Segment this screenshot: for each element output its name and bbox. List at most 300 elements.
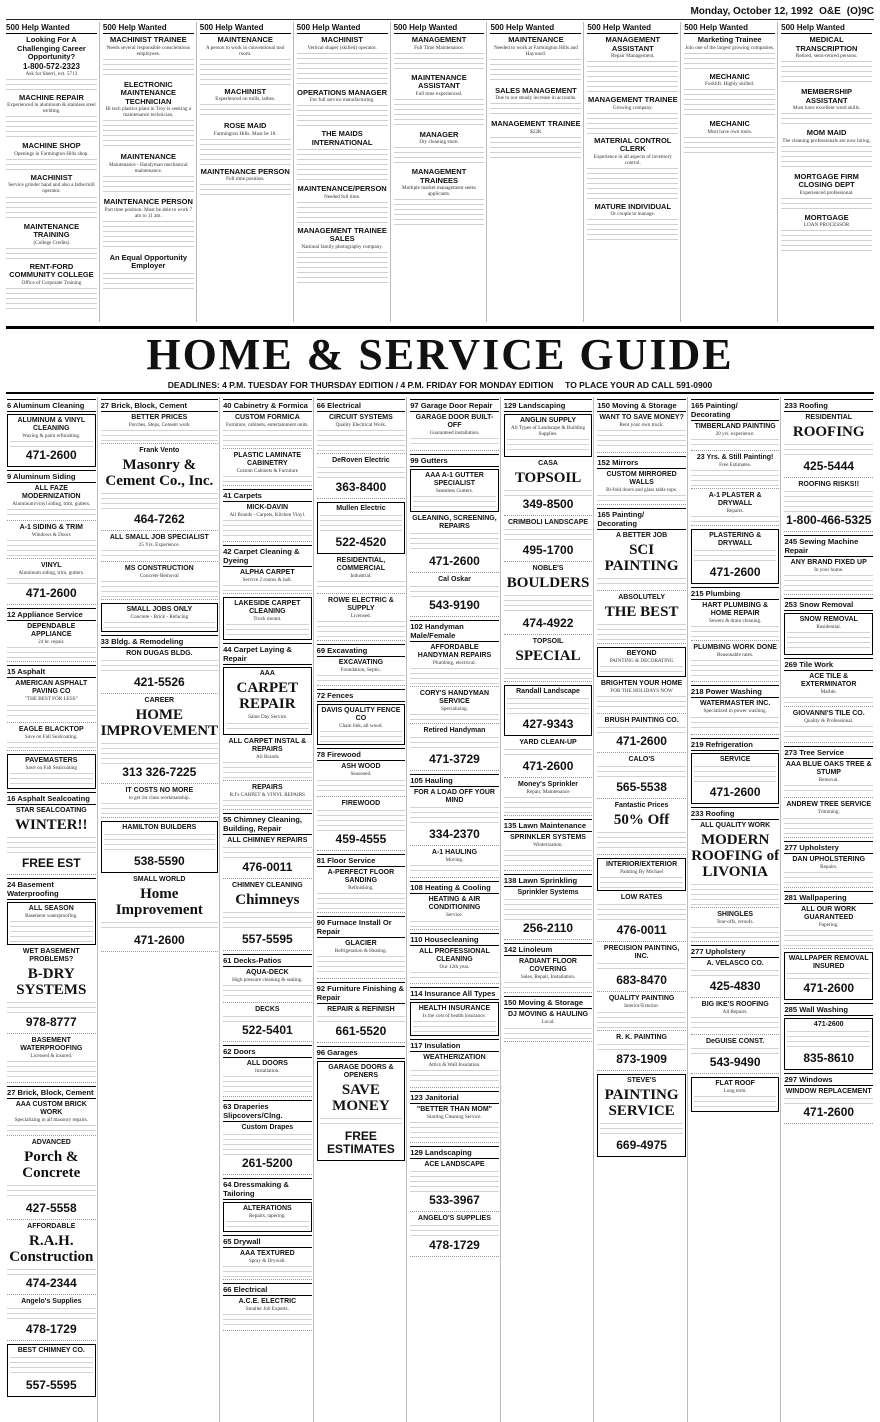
service-ad [784, 673, 873, 707]
service-ad [597, 995, 686, 1030]
service-ad-fine-print [410, 584, 499, 597]
service-ad-text: Basement waterproofing. [25, 912, 78, 919]
ad-fine-print [490, 101, 581, 117]
service-ad-fine-print [223, 474, 312, 483]
service-ad [691, 960, 780, 998]
service-ad-fine-print [317, 778, 406, 794]
service-ad-fine-print [10, 439, 93, 447]
service-ad-phone: 474-2344 [25, 1276, 77, 1291]
service-ad-fine-print [223, 1014, 312, 1022]
ad-fine-print [103, 271, 194, 292]
service-ad-text: Guaranteed installation. [429, 430, 480, 436]
service-ad-text: Truck mount. [253, 616, 282, 623]
service-ad-text: Specializing. [440, 706, 468, 713]
service-ad-fine-print [597, 694, 686, 711]
service-ad [410, 469, 499, 512]
ad-title: MOM MAID [806, 128, 847, 138]
service-ad-name: CUSTOM FORMICA [234, 414, 300, 421]
service-ad-fine-print [7, 1059, 96, 1080]
service-ad-name: IT COSTS NO MORE [125, 787, 194, 795]
service-ad-name: ROOFING RISKS!! [798, 481, 860, 488]
service-ad-text: R.J's CARPET & VINYL REPAIRS [229, 791, 306, 798]
service-ad [101, 565, 219, 600]
service-ad [410, 1215, 499, 1257]
ad-fine-print [200, 137, 291, 165]
service-ad [223, 1298, 312, 1331]
ad-title: MACHINIST [224, 86, 267, 96]
service-ad [597, 532, 686, 591]
service-ad [410, 849, 499, 878]
service-ad-name: FLAT ROOF [715, 1079, 755, 1087]
service-category-heading: 245 Sewing Machine Repair [784, 535, 873, 557]
ad-fine-print [394, 97, 485, 128]
column-heading: 500 Help Wanted [781, 22, 872, 34]
column-heading: 500 Help Wanted [200, 22, 291, 34]
service-ad-name: DeRoven Electric [332, 457, 390, 465]
classified-ad [684, 120, 775, 154]
service-category-heading: 40 Cabinetry & Formica [223, 399, 312, 412]
masthead-date: Monday, October 12, 1992 [690, 6, 814, 17]
service-ad-name: RADIANT FLOOR COVERING [519, 958, 577, 974]
service-category-heading: 273 Tree Service [784, 746, 873, 759]
service-ad [691, 644, 780, 682]
classified-ad [297, 130, 388, 182]
ad-fine-print [781, 196, 872, 211]
service-ad [504, 638, 593, 682]
service-ad-phone: 471-2600 [133, 933, 185, 948]
service-ad-fine-print [784, 695, 873, 704]
service-category-heading: 277 Upholstery [784, 841, 873, 854]
ad-fine-print [587, 166, 678, 200]
ad-text: Maintenance - Handyman mechanical maintenance. [108, 161, 188, 174]
service-ad-name: YARD CLEAN-UP [519, 739, 577, 747]
service-ad [691, 822, 780, 908]
service-ad-text: Custom Cabinets & Furniture [236, 468, 299, 475]
service-category-heading: 65 Drywall [223, 1235, 312, 1248]
service-ad-name: QUALITY PAINTING [608, 995, 675, 1003]
column-heading: 500 Help Wanted [394, 22, 485, 34]
classified-ad [103, 254, 194, 292]
service-ad-name: STAR SEALCOATING [15, 806, 87, 814]
service-ad [317, 659, 406, 686]
ad-title: ELECTRONIC MAINTENANCE TECHNICIAN [120, 79, 177, 106]
service-ad-name: Cal Oskar [438, 576, 471, 584]
service-ad-fine-print [694, 764, 777, 784]
service-ad-fine-print [101, 548, 219, 559]
service-ad-fine-print [317, 428, 406, 451]
ad-fine-print [6, 246, 97, 260]
classified-ad [103, 198, 194, 251]
service-ad-name: SMALL WORLD [133, 876, 186, 884]
service-ad-fine-print [410, 970, 499, 981]
service-ad-name: BIG IKE'S ROOFING [701, 1000, 769, 1008]
service-ad-fine-print [10, 919, 93, 942]
service-ad-name: BASEMENT WATERPROOFING [20, 1036, 83, 1052]
service-category-heading: 108 Heating & Cooling [410, 881, 499, 894]
service-ad-name: NOBLE'S [532, 565, 564, 573]
service-ad [504, 685, 593, 736]
service-column [690, 397, 782, 1422]
ad-fine-print [490, 135, 581, 162]
service-ad-fine-print [691, 925, 780, 939]
service-ad-fine-print [7, 576, 96, 585]
service-ad [223, 1250, 312, 1280]
service-ad-text: All Types of Landscape & Building Supplies. [511, 425, 586, 438]
service-ad-phone: 495-1700 [522, 543, 574, 558]
classified-ad [297, 227, 388, 285]
service-ad [691, 911, 780, 942]
ad-text: Retired, semi-retired persons. [795, 53, 858, 59]
service-ad [784, 559, 873, 595]
service-ad-text: FOR THE HOLIDAYS NOW [610, 688, 673, 695]
place-ad-text: TO PLACE YOUR AD CALL 591-0900 [565, 380, 713, 390]
service-ad [597, 680, 686, 714]
ad-text: LOAN PROCESSOR [803, 222, 850, 229]
service-ad-text: Interior/Exterior. [624, 1003, 660, 1010]
service-ad [317, 414, 406, 454]
service-category-heading: 277 Upholstery [691, 945, 780, 958]
ad-text: Repair Management. [611, 53, 655, 59]
service-ad-phone: 669-4975 [616, 1137, 667, 1152]
help-wanted-column [297, 22, 391, 322]
service-ad-fine-print [691, 715, 780, 732]
service-ad [101, 534, 219, 562]
service-ad [223, 784, 312, 810]
service-ad-text: Painting By Michael [620, 869, 664, 876]
service-ad [317, 800, 406, 851]
ad-title: MANAGEMENT [411, 35, 467, 44]
service-ad-text: Papering. [818, 921, 839, 928]
ad-text: Openings in Farmington Hills shop. [14, 150, 89, 157]
service-ad-text: Long term. [723, 1087, 747, 1094]
service-ad-phone: 471-2600 [429, 554, 480, 569]
service-ad-phone: 471-2600 [616, 734, 667, 749]
classified-ad [781, 88, 872, 126]
service-ad [7, 754, 96, 789]
service-ad-fine-print [410, 1223, 499, 1237]
service-ad-text: Smaller Job Experts. [245, 1306, 289, 1313]
service-category-heading: 114 Insurance All Types [410, 987, 499, 1000]
service-ad [101, 414, 219, 444]
service-ad-name: SERVICE [719, 755, 751, 763]
service-ad-fine-print [691, 1015, 780, 1032]
service-ad [223, 738, 312, 781]
service-ad-phone: 425-4830 [709, 978, 761, 993]
service-ad-name: PAVEMASTERS [25, 756, 78, 764]
service-ad [784, 952, 873, 1000]
service-ad-fine-print [694, 1094, 777, 1109]
service-ad-text: 20 yrs. experience. [715, 431, 755, 437]
service-ad-fine-print [223, 1074, 312, 1094]
service-ad-text: Same Day Service [248, 714, 287, 721]
service-ad-name: BEST CHIMNEY CO. [17, 1347, 85, 1355]
service-ad-fine-print [317, 579, 406, 591]
service-category-heading: 218 Power Washing [691, 685, 780, 698]
ad-title: MAINTENANCE [508, 35, 564, 44]
service-ad-fine-print [787, 630, 870, 652]
service-category-heading: 6 Aluminum Cleaning [7, 399, 96, 412]
help-wanted-column [490, 22, 584, 322]
ad-title: MORTGAGE [804, 212, 849, 222]
service-ad-name: AFFORDABLE HANDYMAN REPAIRS [417, 644, 492, 660]
service-category-heading: 150 Moving & Storage [597, 399, 686, 412]
service-ad-fine-print [317, 891, 406, 910]
service-ad [7, 680, 96, 722]
classified-ad [103, 36, 194, 78]
service-ad-name: REPAIRS [252, 783, 283, 791]
service-ad [691, 1038, 780, 1074]
service-ad-name: Sprinkler Systems [517, 889, 579, 897]
classified-ad [394, 74, 485, 128]
ad-title: MATERIAL CONTROL CLERK [594, 135, 672, 154]
ad-title: MAINTENANCE [120, 152, 177, 162]
service-category-heading: 165 Painting/ Decorating [597, 508, 686, 530]
service-ad-name: A.C.E. ELECTRIC [238, 1298, 297, 1306]
service-ad-fine-print [597, 428, 686, 450]
service-ad-name: BRUSH PAINTING CO. [604, 717, 679, 725]
service-ad-fine-print [597, 961, 686, 972]
service-ad [597, 1034, 686, 1071]
service-ad-name: SMALL JOBS ONLY [126, 606, 193, 614]
service-ad-fine-print [410, 805, 499, 826]
service-ad-name: "BETTER THAN MOM" [416, 1105, 492, 1113]
service-ad-text: Refinishing. [348, 884, 374, 891]
service-ad-fine-print [317, 673, 406, 683]
service-column [783, 397, 874, 1422]
ad-text: A person to work in conventional tool room. [205, 44, 285, 57]
service-ad-text: Service. [446, 912, 463, 919]
service-ad-fine-print [7, 538, 96, 556]
service-ad-phone: 471-2600 [522, 759, 574, 774]
service-ad-name: RESIDENTIAL, COMMERCIAL [336, 557, 386, 573]
service-ad [223, 1060, 312, 1097]
service-ad-fine-print [691, 624, 780, 638]
service-ad-name: A. VELASCO CO. [706, 959, 764, 967]
service-ad-display: HOME IMPROVEMENT [100, 707, 219, 740]
service-ad-phone: 978-8777 [25, 1014, 77, 1029]
service-ad-fine-print [691, 468, 780, 486]
ad-text: (College Credits) [33, 239, 70, 246]
service-ad-fine-print [7, 835, 96, 855]
service-ad-fine-print [317, 1014, 406, 1023]
service-ad-name: BETTER PRICES [131, 414, 188, 421]
service-ad [7, 1298, 96, 1341]
service-ad-name: ALL PROFESSIONAL CLEANING [419, 947, 490, 963]
service-category-heading: 97 Garage Door Repair [410, 399, 499, 412]
service-ad-fine-print [226, 622, 309, 637]
service-ad-fine-print [410, 712, 499, 721]
service-ad-display: THE BEST [604, 604, 679, 621]
service-ad-display: SAVE MONEY [332, 1081, 390, 1114]
service-ad-text: Concrete - Brick - Refacing [130, 614, 189, 621]
service-ad [410, 1106, 499, 1143]
ad-text: Part time position. Must be able to work 7 am to 11 am. [104, 206, 193, 219]
service-ad-name: PLASTIC LAMINATE CABINETRY [233, 452, 302, 468]
service-ad-text: to get 1st class workmanship. [128, 795, 190, 802]
service-ad-phone: 543-9190 [429, 598, 480, 613]
service-ad-fine-print [691, 882, 780, 905]
service-ad [7, 623, 96, 662]
service-ad-text: Bi-fold doors and glass table tops. [606, 487, 678, 494]
ad-text: The cleaning professionals are now hiring. [782, 137, 871, 144]
service-ad-name: CIRCUIT SYSTEMS [329, 414, 393, 421]
service-ad [504, 565, 593, 635]
ad-title: Marketing Trainee [697, 35, 762, 44]
service-column [409, 397, 501, 1422]
service-ad-text: 25 Yrs. Experience. [138, 542, 180, 549]
service-ad-display: SCI PAINTING [604, 542, 679, 575]
service-ad-fine-print [600, 664, 683, 674]
service-ad-fine-print [694, 548, 777, 564]
ad-title: An Equal Opportunity Employer [109, 252, 188, 271]
service-ad [691, 529, 780, 584]
service-ad [691, 454, 780, 489]
service-ad-fine-print [410, 863, 499, 875]
service-ad [7, 1344, 96, 1397]
service-ad-phone: 557-5595 [241, 931, 293, 946]
service-column [596, 397, 688, 1422]
service-ad-name: HEATING & AIR CONDITIONING [428, 896, 481, 912]
service-ad-name: ALL FAZE MODERNIZATION [21, 485, 81, 501]
service-category-heading: 110 Housecleaning [410, 933, 499, 946]
service-ad-name: GLACIER [345, 939, 377, 947]
service-ad-fine-print [504, 593, 593, 615]
ad-fine-print [200, 182, 291, 199]
ad-text: Ask for Sherri, ext. 5713 [25, 70, 78, 77]
service-ad-phone: 538-5590 [133, 854, 185, 869]
service-ad-phone: 478-1729 [25, 1322, 77, 1337]
service-ad [597, 894, 686, 942]
ad-text: Growing company. [612, 104, 653, 111]
classified-ad [6, 94, 97, 140]
service-ad [101, 603, 219, 632]
service-ad-text: Plumbing, electrical. [432, 660, 476, 667]
service-category-heading: 129 Landscaping [504, 399, 593, 412]
service-ad-name: DEPENDABLE APPLIANCE [27, 623, 76, 639]
service-ad-phone: 334-2370 [429, 827, 480, 842]
service-ad-fine-print [784, 489, 873, 512]
service-ad-fine-print [504, 795, 593, 813]
ad-text: Must have excellent word skills. [792, 105, 861, 112]
service-ad-display: WINTER!! [15, 816, 88, 833]
service-ad-name: AAA BLUE OAKS TREE & STUMP [785, 761, 872, 777]
ad-text: Office of Corporate Training [21, 279, 82, 286]
service-ad-fine-print [597, 725, 686, 733]
help-wanted-column [6, 22, 100, 322]
service-ad [784, 906, 873, 949]
service-ad [784, 761, 873, 798]
ad-title: OPERATIONS MANAGER [297, 87, 388, 97]
service-ad-phone: 835-8610 [803, 1050, 855, 1065]
service-ad-fine-print [320, 729, 403, 742]
help-wanted-column [394, 22, 488, 322]
service-category-heading: 55 Chimney Cleaning, Building, Repair [223, 813, 312, 835]
classified-ad [394, 36, 485, 71]
service-ad-phone: 522-4520 [335, 535, 387, 550]
ad-fine-print [103, 174, 194, 195]
service-ad-text: Specializing in all masonry repairs. [14, 1116, 88, 1123]
service-ad-name: AAA A-1 GUTTER SPECIALIST [425, 472, 484, 488]
service-category-heading: 215 Plumbing [691, 587, 780, 600]
service-category-heading: 129 Landscaping [410, 1146, 499, 1159]
service-ad-fine-print [504, 848, 593, 868]
service-ad [317, 940, 406, 979]
ad-fine-print [394, 197, 485, 228]
ad-fine-print [297, 51, 388, 86]
ad-fine-print [200, 57, 291, 85]
service-ad [504, 1011, 593, 1041]
service-ad-name: ALL CHIMNEY REPAIRS [227, 836, 308, 844]
ad-title: Looking For A Challenging Career Opportunity? [17, 35, 86, 61]
ad-title: ROSE MAID [223, 121, 267, 131]
ad-fine-print [490, 57, 581, 84]
service-ad-phone: 873-1909 [616, 1051, 667, 1066]
service-ad-fine-print [7, 703, 96, 720]
ad-fine-print [6, 286, 97, 311]
service-ad-phone: 349-8500 [522, 497, 574, 512]
service-ad-text: Concrete Removal [139, 573, 179, 580]
service-ad-name: STEVE'S [626, 1076, 657, 1084]
service-ad-display: Masonry & Cement Co., Inc. [105, 457, 214, 490]
service-ad-text: Quality & Professional. [804, 718, 854, 725]
service-ad-fine-print [507, 437, 590, 454]
ad-text: Multiple market management seeks applicants. [402, 185, 476, 198]
service-ad-name: ALUMINUM & VINYL CLEANING [17, 417, 86, 432]
service-ad [101, 821, 219, 873]
service-ad [317, 557, 406, 594]
service-ad-fine-print [101, 491, 219, 511]
ad-title: MAINTENANCE TRAINING [23, 221, 80, 240]
service-ad [597, 647, 686, 677]
service-ad [691, 602, 780, 641]
service-ad [691, 700, 780, 734]
service-ad-name: Angelo's Supplies [21, 1298, 82, 1306]
service-ad [7, 485, 96, 521]
service-ad [410, 576, 499, 617]
column-heading: 500 Help Wanted [6, 22, 97, 34]
service-guide-grid [6, 397, 874, 1422]
service-ad-name: A-1 HAULING [431, 849, 478, 857]
service-ad [317, 502, 406, 554]
help-wanted-column [781, 22, 874, 322]
service-ad [317, 704, 406, 745]
classified-ad [6, 223, 97, 260]
service-ad-fine-print [784, 816, 873, 835]
service-ad-fine-print [223, 583, 312, 591]
column-heading: 500 Help Wanted [684, 22, 775, 34]
service-ad-name: REPAIR & REFINISH [327, 1005, 395, 1013]
service-ad-name: CUSTOM MIRRORED WALLS [606, 471, 677, 487]
masthead [6, 4, 874, 20]
ad-title: MAINTENANCE ASSISTANT [411, 72, 467, 91]
service-ad-text: Local. [541, 1019, 555, 1026]
service-ad [223, 452, 312, 486]
service-ad-name: Fantastic Prices [614, 802, 669, 810]
service-ad-name: ANGELO'S SUPPLIES [418, 1214, 491, 1222]
service-ad-fine-print [504, 980, 593, 990]
service-ad-phone: 471-2600 [803, 980, 855, 995]
service-ad-name: DECKS [255, 1005, 280, 1013]
service-ad-fine-print [10, 1355, 93, 1377]
ad-fine-print [587, 217, 678, 240]
service-ad-name: TOPSOIL [532, 638, 564, 646]
service-ad-fine-print [410, 1068, 499, 1085]
service-ad-text: In your home. [814, 567, 844, 573]
service-category-heading: 78 Firewood [317, 748, 406, 761]
ad-fine-print [587, 111, 678, 134]
service-ad-text: All Brands - Carpets, Kitchen Vinyl. [229, 512, 306, 519]
service-ad-name: Frank Vento [139, 447, 180, 455]
